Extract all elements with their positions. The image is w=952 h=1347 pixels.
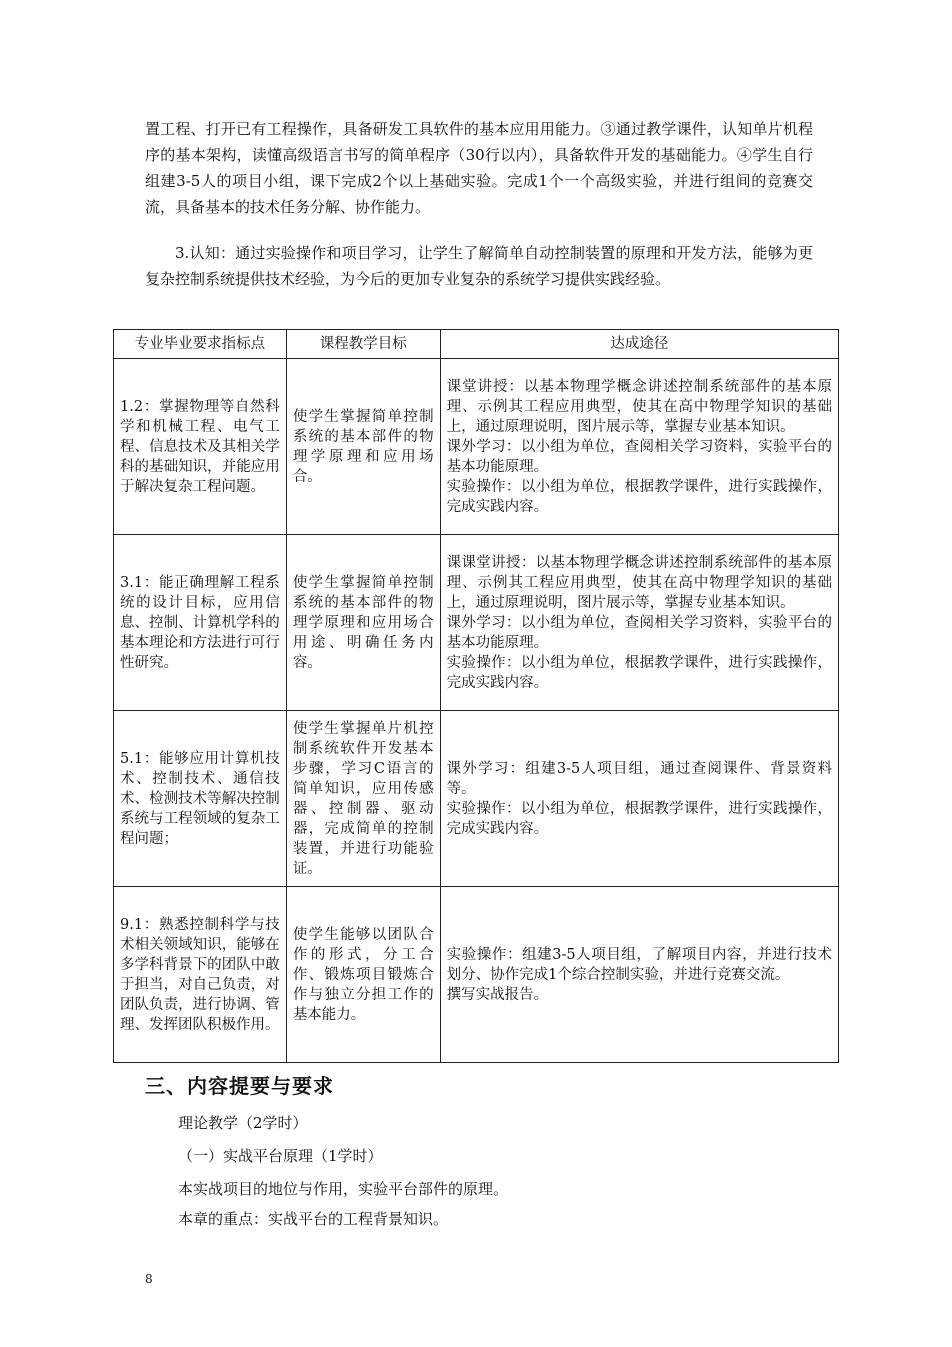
indicator-cell: 9.1：熟悉控制科学与技术相关领域知识，能够在多学科背景下的团队中敢于担当，对自己负责，对团队负责，进行协调、管理、发挥团队积极作用。 bbox=[114, 887, 287, 1063]
indicator-cell: 5.1：能够应用计算机技术、控制技术、通信技术、检测技术等解决控制系统与工程领域的复杂工程问题； bbox=[114, 711, 287, 887]
section-line: 理论教学（2学时） bbox=[178, 1114, 308, 1132]
header-indicator: 专业毕业要求指标点 bbox=[114, 330, 287, 359]
table-row bbox=[114, 535, 839, 711]
pathway-item: 实验操作：以小组为单位，根据教学课件，进行实践操作，完成实践内容。 bbox=[446, 800, 832, 837]
pathway-item: 实验操作：以小组为单位，根据教学课件，进行实践操作，完成实践内容。 bbox=[446, 654, 832, 691]
pathway-item: 课课堂讲授：以基本物理学概念讲述控制系统部件的基本原理、示例其工程应用典型，使其在高中物理学知识的基础上，通过原理说明，图片展示等，掌握专业基本知识。 bbox=[446, 554, 832, 611]
table-header-row bbox=[114, 330, 839, 359]
indicator-cell: 1.2：掌握物理等自然科学和机械工程、电气工程、信息技术及其相关学科的基础知识，并能应用于解决复杂工程问题。 bbox=[114, 359, 287, 535]
objective-cell: 使学生掌握简单控制系统的基本部件的物理学原理和应用场合用途、明确任务内容。 bbox=[286, 535, 440, 711]
pathway-item: 课外学习：以小组为单位，查阅相关学习资料，实验平台的基本功能原理。 bbox=[446, 614, 832, 651]
pathway-item: 课外学习：以小组为单位，查阅相关学习资料，实验平台的基本功能原理。 bbox=[446, 438, 832, 475]
pathway-cell bbox=[440, 535, 838, 711]
objective-cell: 使学生掌握简单控制系统的基本部件的物理学原理和应用场合。 bbox=[286, 359, 440, 535]
header-objective: 课程教学目标 bbox=[286, 330, 440, 359]
pathway-cell bbox=[440, 359, 838, 535]
objective-cell: 使学生能够以团队合作的形式，分工合作、锻炼项目锻炼合作与独立分担工作的基本能力。 bbox=[286, 887, 440, 1063]
pathway-item: 实验操作：组建3-5人项目组，了解项目内容，并进行技术划分、协作完成1个综合控制实验，并进行竞赛交流。 bbox=[446, 946, 832, 983]
intro-paragraph-2: 3.认知：通过实验操作和项目学习，让学生了解简单自动控制装置的原理和开发方法，能够为更复杂控制系统提供技术经验，为今后的更加专业复杂的系统学习提供实践经验。 bbox=[145, 244, 813, 288]
pathway-cell bbox=[440, 887, 838, 1063]
section-heading: 三、内容提要与要求 bbox=[145, 1074, 334, 1098]
intro-paragraph-1: 置工程、打开已有工程操作，具备研发工具软件的基本应用用能力。③通过教学课件，认知单片机程序的基本架构，读懂高级语言书写的简单程序（30行以内），具备软件开发的基础能力。④学生自行组建3-5人的项目小组，课下完成2个以上基础实验。完成1个一个高级实验，并进行组间的竞赛交流，具备基本的技术任务分解、协作能力。 bbox=[145, 120, 813, 216]
header-pathway: 达成途径 bbox=[440, 330, 838, 359]
table-row bbox=[114, 359, 839, 535]
page-number: 8 bbox=[145, 1272, 153, 1286]
pathway-item: 课外学习：组建3-5人项目组，通过查阅课件、背景资料等。 bbox=[446, 760, 832, 797]
pathway-item: 实验操作：以小组为单位，根据教学课件，进行实践操作，完成实践内容。 bbox=[446, 478, 832, 515]
section-line: （一）实战平台原理（1学时） bbox=[178, 1147, 383, 1165]
table-row bbox=[114, 887, 839, 1063]
objective-cell: 使学生掌握单片机控制系统软件开发基本步骤，学习C语言的简单知识，应用传感器、控制器、驱动器，完成简单的控制装置，并进行功能验证。 bbox=[286, 711, 440, 887]
section-line: 本章的重点：实战平台的工程背景知识。 bbox=[178, 1210, 449, 1228]
requirements-table bbox=[113, 329, 839, 1063]
indicator-cell: 3.1：能正确理解工程系统的设计目标，应用信息、控制、计算机学科的基本理论和方法进行可行性研究。 bbox=[114, 535, 287, 711]
pathway-item: 课堂讲授：以基本物理学概念讲述控制系统部件的基本原理、示例其工程应用典型，使其在高中物理学知识的基础上，通过原理说明，图片展示等，掌握专业基本知识。 bbox=[446, 378, 832, 435]
section-line: 本实战项目的地位与作用，实验平台部件的原理。 bbox=[178, 1180, 509, 1198]
pathway-cell bbox=[440, 711, 838, 887]
pathway-item: 撰写实战报告。 bbox=[446, 986, 549, 1003]
table-row bbox=[114, 711, 839, 887]
